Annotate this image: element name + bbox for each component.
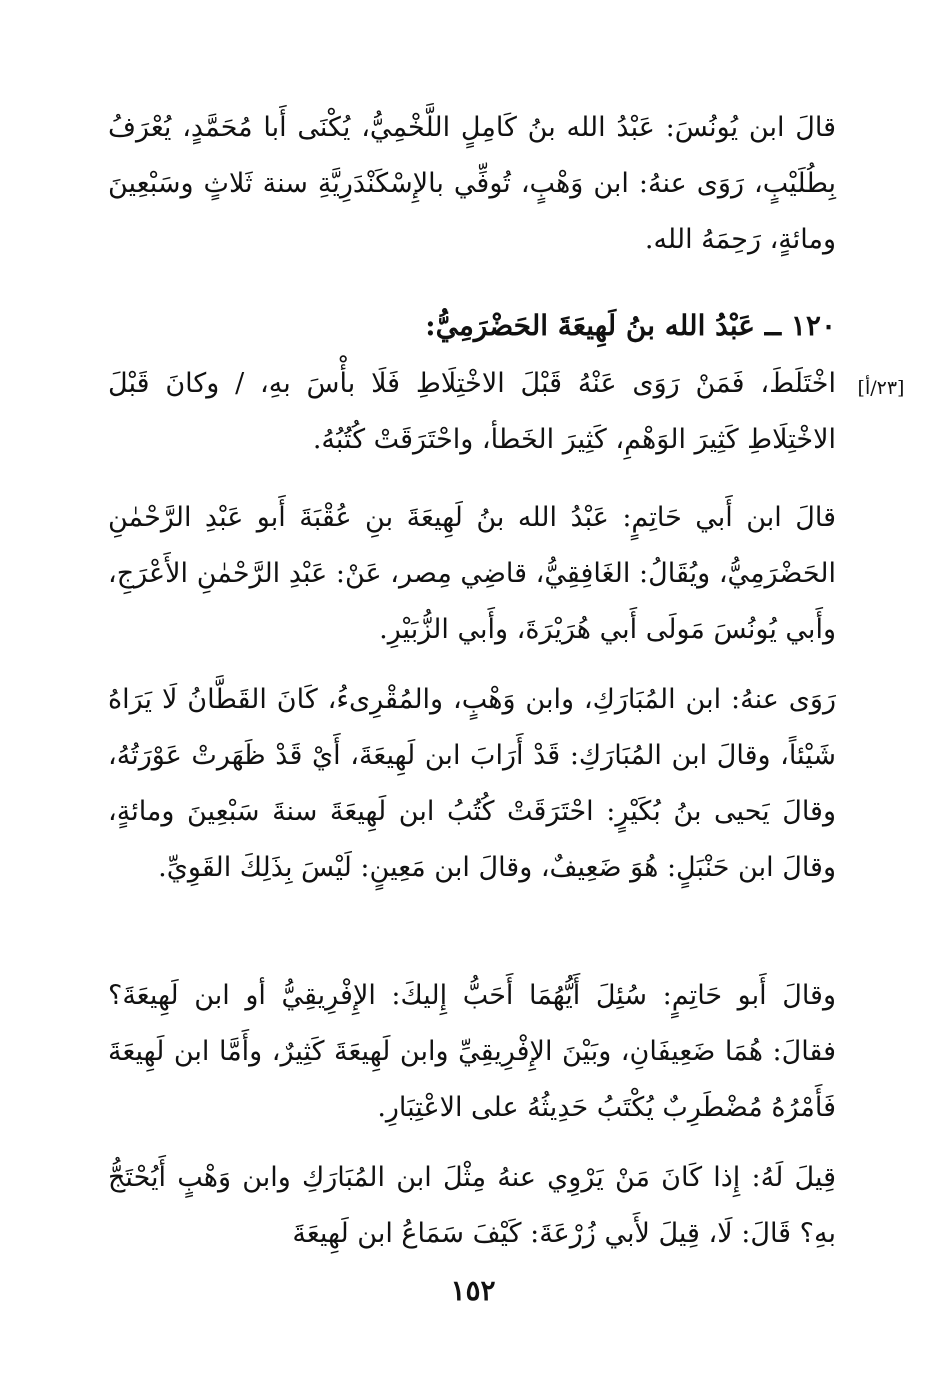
page-number: ١٥٢ <box>450 1274 496 1307</box>
paragraph-ikhtalat: اخْتَلَطَ، فَمَنْ رَوَى عَنْهُ قَبْلَ الاخْتِلَاطِ فَلَا بأْسَ بهِ، / وكانَ قَبْلَ الاخْتِلَاطِ كَثِيرَ الوَهْمِ، كَثِيرَ الخَطأ، واحْتَرَقَتْ كُتُبُهُ. <box>108 368 836 455</box>
paragraph-narrators: رَوَى عنهُ: ابن المُبَارَكِ، وابن وَهْبٍ، والمُقْرِىءُ، كَانَ القَطَّانُ لَا يَرَاهُ شَيْئاً، وقالَ ابن المُبَارَكِ: قَدْ أَرَابَ ابن لَهِيعَةَ، أَيْ قَدْ ظَهَرتْ عَوْرَتُهُ، وقالَ يَحيى بنُ بُكَيْرٍ: احْتَرَقَتْ كُتُبُ ابن لَهِيعَةَ سنةَ سَبْعِينَ ومائةٍ، وقالَ ابن حَنْبَلٍ: هُوَ ضَعِيفٌ، وقالَ ابن مَعِينٍ: لَيْسَ بِذَلِكَ القَوِيِّ. <box>108 684 836 883</box>
entry-heading: ١٢٠ ــ عَبْدُ الله بنُ لَهِيعَةَ الحَضْرَمِيُّ: <box>425 309 836 342</box>
paragraph-ibn-kamil: قالَ ابن يُونُسَ: عَبْدُ الله بنُ كَامِلٍ اللَّخْمِيُّ، يُكْنَى أَبا مُحَمَّدٍ، يُعْرَفُ بِطُلَيْبٍ، رَوَى عنهُ: ابن وَهْبٍ، تُوفِّي بالإِسْكَنْدَرِيَّةِ سنة ثَلاثٍ وسَبْعِينَ ومائةٍ، رَحِمَهُ الله. <box>108 112 836 255</box>
paragraph-question: قِيلَ لَهُ: إِذا كَانَ مَنْ يَرْوِي عنهُ مِثْلَ ابن المُبَارَكِ وابن وَهْبٍ أَيُحْتَجُّ بهِ؟ قَالَ: لَا، قِيلَ لأَبي زُرْعَةَ: كَيْفَ سَمَاعُ ابن لَهِيعَةَ <box>108 1162 836 1249</box>
paragraph-ibn-abi-hatim: قالَ ابن أَبي حَاتِمٍ: عَبْدُ الله بنُ لَهِيعَةَ بنِ عُقْبَةَ أَبو عَبْدِ الرَّحْمٰنِ الحَضْرَمِيُّ، ويُقَالُ: الغَافِقِيُّ، قاضِي مِصر، عَنْ: عَبْدِ الرَّحْمٰنِ الأَعْرَجِ، وأَبي يُونُسَ مَولَى أَبي هُرَيْرَةَ، وأَبي الزُّبَيْرِ. <box>108 502 836 645</box>
margin-reference: [٢٣/أ] <box>857 377 905 399</box>
paragraph-abu-hatim: وقالَ أَبو حَاتِمٍ: سُئِلَ أَيُّهُمَا أَحَبُّ إِليكَ: الإِفْرِيقِيُّ أو ابن لَهِيعَةَ؟ فقالَ: هُمَا ضَعِيفَانِ، وبَيْنَ الإِفْرِيقِيِّ وابن لَهِيعَةَ كَثِيرٌ، وأَمَّا ابن لَهِيعَةَ فَأَمْرُهُ مُضْطَرِبٌ يُكْتَبُ حَدِيثُهُ على الاعْتِبَارِ. <box>108 980 836 1123</box>
